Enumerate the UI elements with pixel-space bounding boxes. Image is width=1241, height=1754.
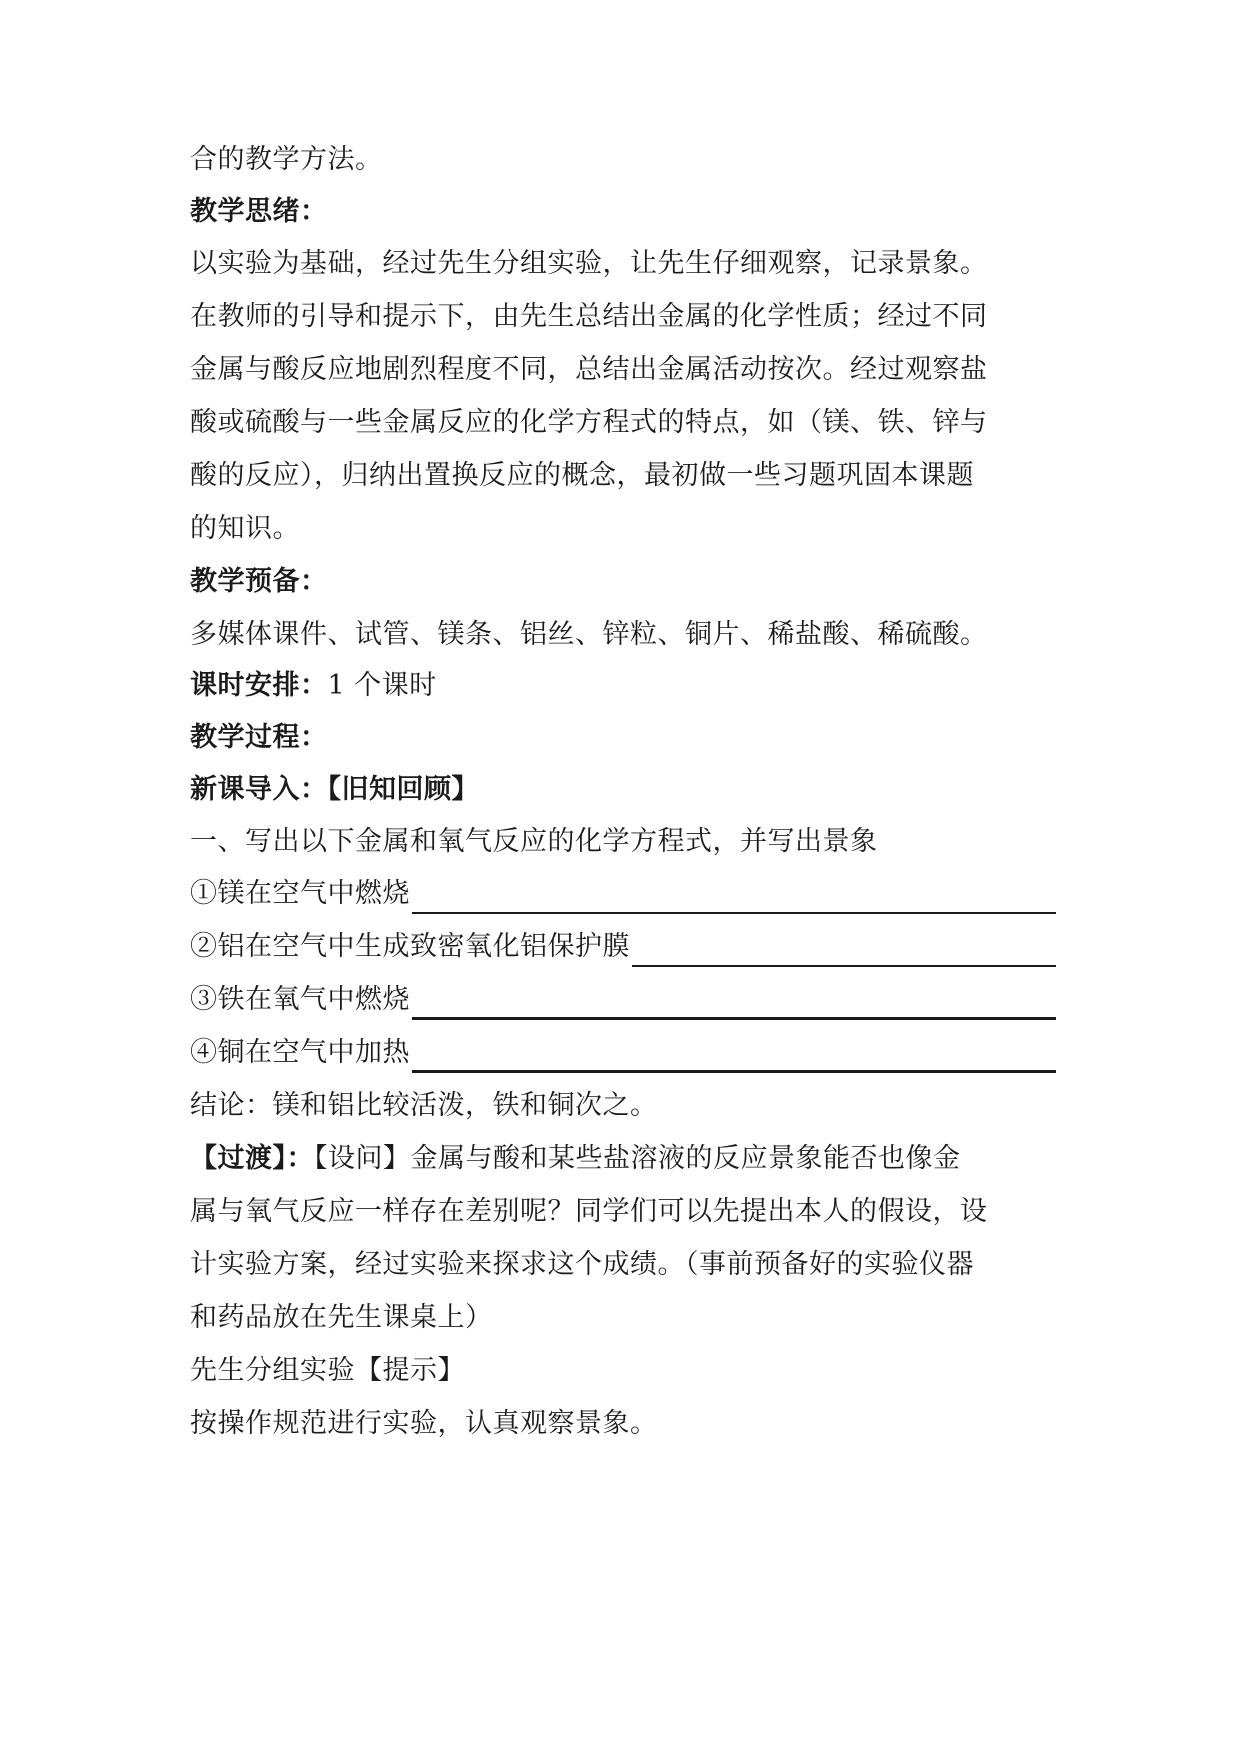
exercise-item-3 [190,980,1056,1020]
paragraph-line: 计实验方案，经过实验来探求这个成绩。（事前预备好的实验仪器 [190,1249,974,1280]
transition-line [190,1139,1056,1179]
paragraph-line: 以实验为基础，经过先生分组实验，让先生仔细观察，记录景象。 [190,248,988,279]
exercise-item-1 [190,874,1056,914]
section-heading-process: 教学过程： [190,722,328,753]
materials-list: 多媒体课件、试管、镁条、铝丝、锌粒、铜片、稀盐酸、稀硫酸。 [190,619,988,650]
section-heading-intro: 新课导入：【旧知回顾】 [190,774,479,805]
class-hours-value: 1 个课时 [327,670,437,701]
answer-blank [412,985,1056,1020]
answer-blank [412,1038,1056,1073]
paragraph-line: 金属与酸反应地剧烈程度不同，总结出金属活动按次。经过观察盐 [190,354,988,385]
paragraph-line: 先生分组实验【提示】 [190,1355,465,1386]
transition-label: 【过渡】： [190,1143,314,1174]
section-heading-teaching-idea: 教学思绪： [190,196,328,227]
exercise-item-text: ④铜在空气中加热 [190,1037,410,1068]
paragraph-line: 合的教学方法。 [190,144,383,175]
exercise-item-text: ③铁在氧气中燃烧 [190,984,410,1015]
paragraph-line: 的知识。 [190,513,300,544]
class-hours-label: 课时安排： [190,670,328,701]
class-hours-line [190,666,1056,706]
exercise-item-text: ①镁在空气中燃烧 [190,878,410,909]
paragraph-line: 属与氧气反应一样存在差别呢？同学们可以先提出本人的假设，设 [190,1196,988,1227]
exercise-item-2 [190,927,1056,967]
section-heading-preparation: 教学预备： [190,566,328,597]
paragraph-line: 酸或硫酸与一些金属反应的化学方程式的特点，如（镁、铁、锌与 [190,407,988,438]
exercise-item-text: ②铝在空气中生成致密氧化铝保护膜 [190,931,630,962]
answer-blank [412,880,1056,914]
paragraph-line: 在教师的引导和提示下，由先生总结出金属的化学性质；经过不同 [190,301,988,332]
exercise-instruction: 一、写出以下金属和氧气反应的化学方程式，并写出景象 [190,826,878,857]
paragraph-line: 和药品放在先生课桌上） [190,1302,493,1333]
conclusion-line: 结论：镁和铝比较活泼，铁和铜次之。 [190,1090,658,1121]
transition-text: 【设问】金属与酸和某些盐溶液的反应景象能否也像金 [314,1143,961,1174]
paragraph-line: 酸的反应），归纳出置换反应的概念，最初做一些习题巩固本课题 [190,460,974,491]
paragraph-line: 按操作规范进行实验，认真观察景象。 [190,1408,658,1439]
exercise-item-4 [190,1033,1056,1073]
answer-blank [632,933,1056,967]
